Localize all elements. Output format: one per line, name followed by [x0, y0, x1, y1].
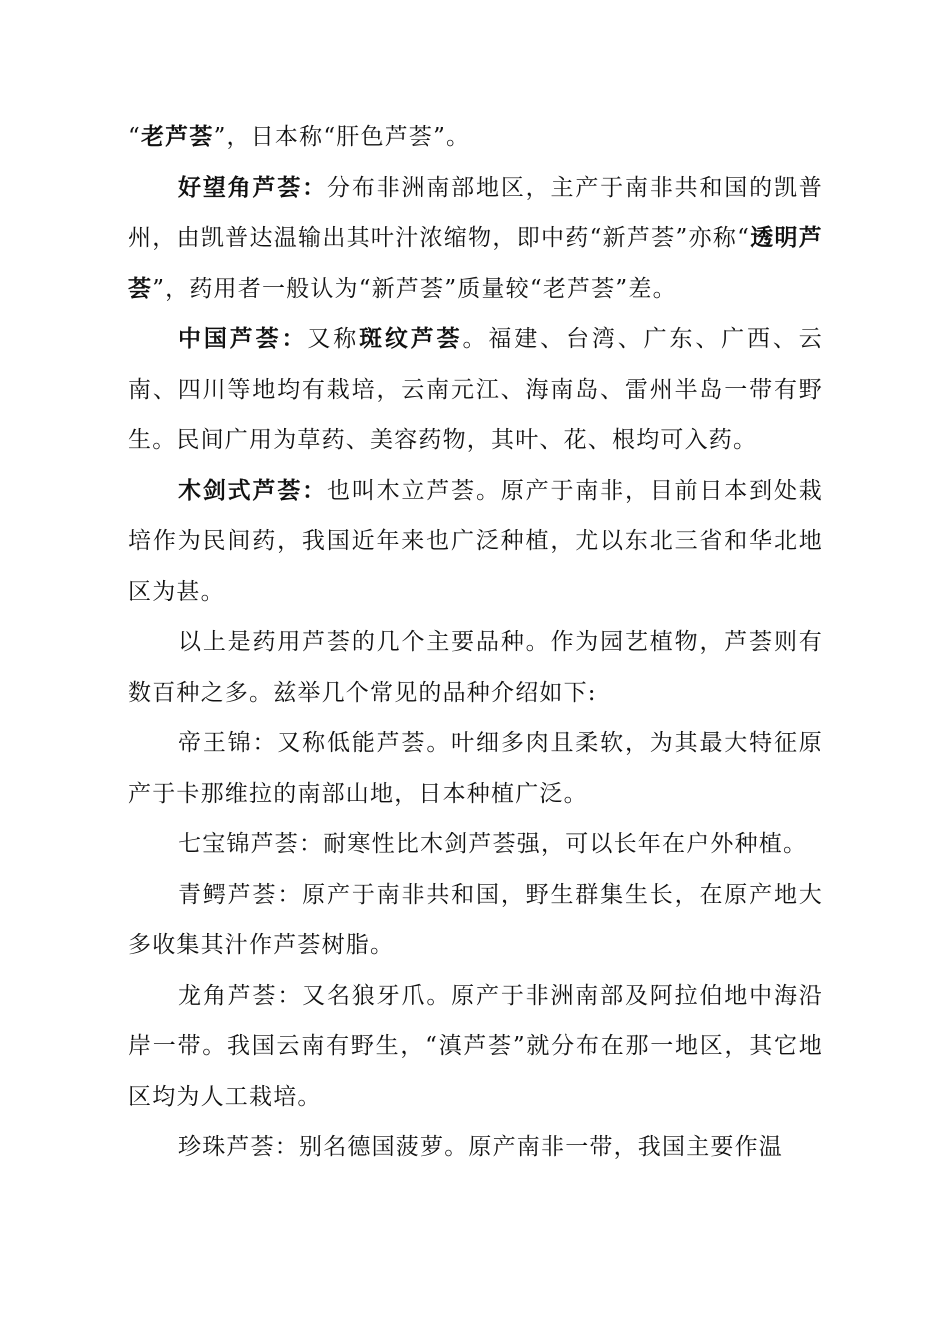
paragraph-mujianshi	[128, 466, 823, 618]
text-run: 以上是药用芦荟的几个主要品种。作为园艺植物，芦荟则有数百种之多。兹举几个常见的品种介绍如下:	[128, 629, 823, 706]
heading-mujianshi: 木剑式芦荟：	[178, 477, 327, 504]
term-banwen-luhui: 斑纹芦荟	[359, 326, 463, 352]
document-body	[128, 112, 823, 1173]
paragraph-diwangjin	[128, 718, 823, 819]
text-run: 青鳄芦荟：原产于南非共和国，野生群集生长，在原产地大多收集其汁作芦荟树脂。	[128, 881, 823, 958]
paragraph-haowangjiao	[128, 163, 823, 315]
text-run: 又称	[307, 326, 360, 352]
heading-zhongguo: 中国芦荟：	[178, 326, 308, 352]
heading-haowangjiao: 好望角芦荟：	[178, 174, 327, 201]
paragraph-longjiao	[128, 971, 823, 1123]
paragraph-qing-e	[128, 870, 823, 971]
text-run: 七宝锦芦荟：耐寒性比木剑芦荟强，可以长年在户外种植。	[178, 831, 808, 857]
text-run: ”，日本称“肝色芦荟”。	[213, 124, 471, 150]
term-touming-luhui: 透明芦荟	[128, 225, 823, 302]
term-lao-luhui: 老芦荟	[140, 124, 214, 150]
paragraph-summary	[128, 617, 823, 718]
text-run: 龙角芦荟：又名狼牙爪。原产于非洲南部及阿拉伯地中海沿岸一带。我国云南有野生，“滇芦荟”就分布在那一地区，其它地区均为人工栽培。	[128, 982, 823, 1110]
text-run: “	[128, 124, 141, 150]
text-run: 分布非洲南部地区，主产于南非共和国的凯普州，由凯普达温输出其叶汁浓缩物，即中药“新芦荟”亦称“	[128, 174, 824, 251]
paragraph-zhenzhu	[128, 1122, 823, 1173]
text-run: 。福建、台湾、广东、广西、云南、四川等地均有栽培，云南元江、海南岛、雷州半岛一带有野生。民间广用为草药、美容药物，其叶、花、根均可入药。	[128, 326, 823, 453]
paragraph-lao-luhui	[128, 112, 823, 163]
text-run: 珍珠芦荟：别名德国菠萝。原产南非一带，我国主要作温	[178, 1134, 783, 1160]
text-run: 也叫木立芦荟。原产于南非，目前日本到处栽培作为民间药，我国近年来也广泛种植，尤以东北三省和华北地区为甚。	[128, 477, 824, 605]
paragraph-zhongguo	[128, 314, 823, 466]
text-run: ”，药用者一般认为“新芦荟”质量较“老芦荟”差。	[152, 275, 677, 302]
text-run: 帝王锦：又称低能芦荟。叶细多肉且柔软，为其最大特征原产于卡那维拉的南部山地，日本种植广泛。	[128, 730, 823, 807]
paragraph-qibaojin	[128, 819, 823, 870]
